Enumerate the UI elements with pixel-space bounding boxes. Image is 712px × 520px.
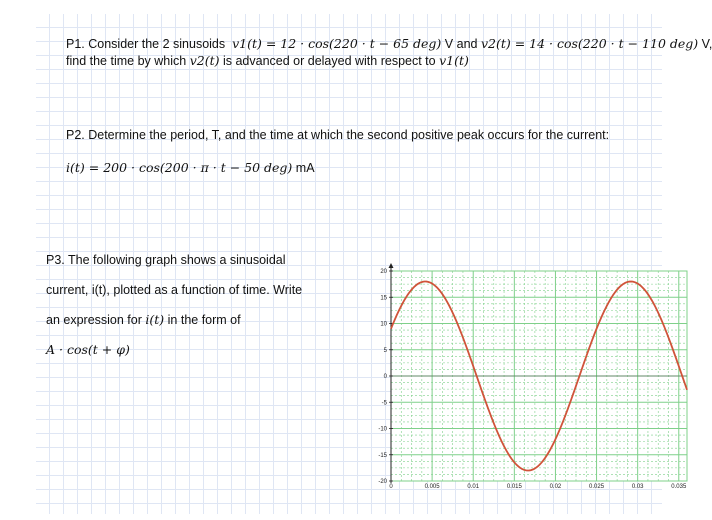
y-tick-label: 5 [383,347,387,354]
x-tick-label: 0.015 [506,484,522,490]
x-tick-label: 0.02 [549,484,562,490]
x-tick-label: 0 [389,484,393,490]
y-tick-label: 0 [383,374,387,380]
p1-line-2 [66,53,469,69]
x-tick-label: 0.025 [589,484,605,490]
x-tick-label: 0.01 [467,484,480,490]
p1-v2-expression: (t) = 14 · cos(220 · t − 110 deg) [495,36,699,51]
y-tick-label: -20 [378,479,387,485]
y-tick-label: -5 [381,400,387,407]
worksheet-page [36,14,712,514]
p2-current-expression: i(t) = 200 · cos(200 · π · t − 50 deg) [66,160,293,175]
p1-v1-unit: V and [441,37,481,51]
p1-line2-v2: v2(t) [189,53,220,68]
p3-line3-b: in the form of [167,313,241,327]
p1-intro: P1. Consider the 2 sinusoids [66,37,226,51]
y-tick-label: 20 [380,269,387,275]
y-tick-label: 10 [380,321,387,328]
p2-current-line [66,160,315,176]
p1-v2-name: v2 [480,36,496,51]
p1-line2-text: find the time by which [66,54,187,68]
p3-line3-expression: i(t) [145,312,165,327]
p1-v2-unit: V, [698,37,712,51]
x-tick-label: 0.035 [671,484,687,490]
p1-line-1 [66,36,712,52]
p1-line2-v1: v1(t) [439,53,469,68]
y-tick-label: -10 [378,426,387,433]
p3-line-2: current, i(t), plotted as a function of time. Write [46,283,303,297]
p3-line-3 [46,312,241,328]
p3-line3-a: an expression for [46,313,142,327]
p3-line-1: P3. The following graph shows a sinusoidal [46,253,286,267]
y-axis-arrow [389,263,394,268]
p3-form-line [46,342,130,358]
p1-v1-name: v1 [232,36,248,51]
p1-line2-mid: is advanced or delayed with respect to [222,54,436,68]
p3-form-expression: A · cos(t + φ) [46,342,130,357]
x-tick-label: 0.005 [424,484,440,490]
p2-question: P2. Determine the period, T, and the time at which the second positive peak occurs for the current: [66,128,610,142]
current-vs-time-graph [369,259,691,494]
chart-svg [369,259,691,494]
p1-v1-expression: (t) = 12 · cos(220 · t − 65 deg) [247,36,442,51]
x-tick-label: 0.03 [631,484,644,490]
p2-unit: mA [292,161,315,175]
y-tick-label: -15 [378,452,387,459]
y-tick-label: 15 [380,295,387,302]
